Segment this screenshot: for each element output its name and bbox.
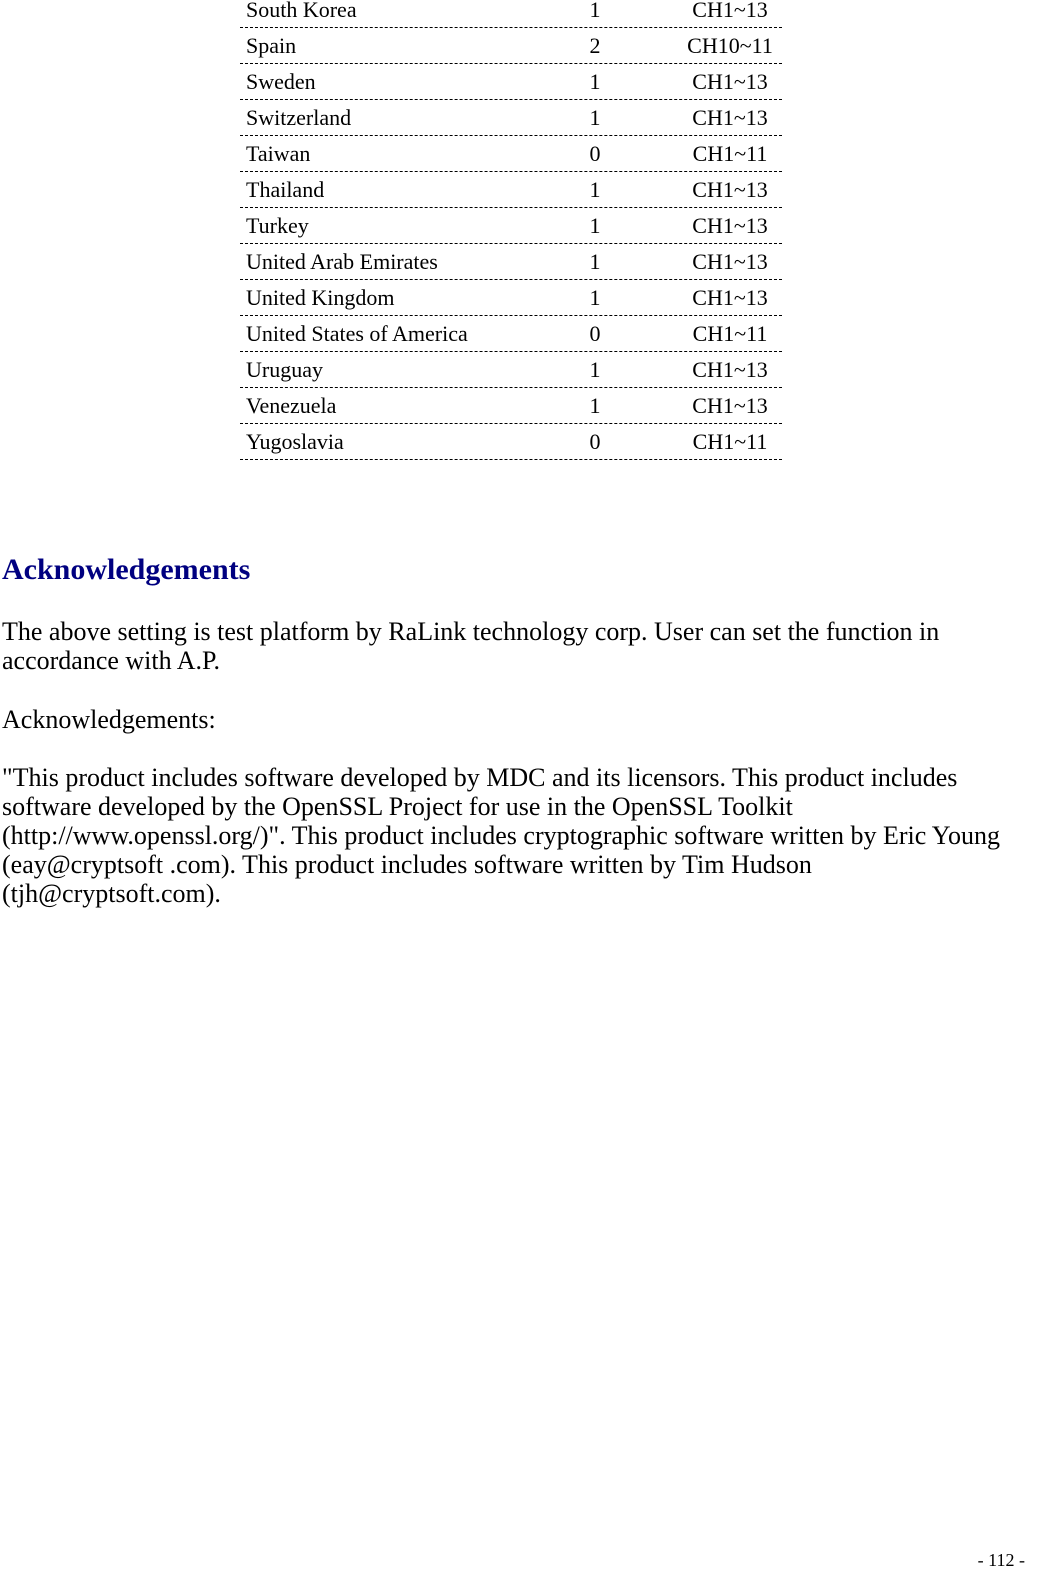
channel-cell: CH1~13 <box>692 213 768 238</box>
table-row <box>240 424 782 460</box>
region-cell: 0 <box>589 429 601 454</box>
table-row <box>240 244 782 280</box>
channel-cell: CH1~13 <box>692 177 768 202</box>
channel-cell: CH1~13 <box>692 285 768 310</box>
region-cell: 1 <box>589 177 601 202</box>
country-cell: Thailand <box>246 177 325 202</box>
channel-cell: CH1~13 <box>692 249 768 274</box>
region-cell: 1 <box>589 393 601 418</box>
region-cell: 1 <box>589 285 601 310</box>
table-row <box>240 100 782 136</box>
table-row <box>240 352 782 388</box>
table-row <box>240 316 782 352</box>
region-cell: 1 <box>589 213 601 238</box>
channel-cell: CH1~11 <box>692 321 768 346</box>
region-cell: 1 <box>589 105 601 130</box>
country-cell: Sweden <box>246 69 316 94</box>
country-cell: Switzerland <box>246 105 352 130</box>
channel-cell: CH10~11 <box>687 33 773 58</box>
channel-cell: CH1~13 <box>692 105 768 130</box>
region-cell: 1 <box>589 69 601 94</box>
region-cell: 2 <box>589 33 601 58</box>
channel-cell: CH1~13 <box>692 357 768 382</box>
channel-cell: CH1~11 <box>692 429 768 454</box>
table-row <box>240 0 782 28</box>
channel-cell: CH1~13 <box>692 0 768 22</box>
country-cell: Venezuela <box>246 393 337 418</box>
table-row <box>240 280 782 316</box>
country-cell: Taiwan <box>246 141 311 166</box>
country-channel-table <box>240 0 782 460</box>
country-cell: Turkey <box>246 213 309 238</box>
channel-cell: CH1~11 <box>692 141 768 166</box>
table-row <box>240 172 782 208</box>
license-paragraph: "This product includes software developed by MDC and its licensors. This product includes software developed by the OpenSSL Project for use in the OpenSSL Toolkit (http://www.openssl.org/)". This product includes cryptographic software written by Eric Young (eay@cryptsoft .com). This product includes software written by Tim Hudson (tjh@cryptsoft.com). <box>2 763 1000 908</box>
country-cell: United Arab Emirates <box>246 249 438 274</box>
table-row <box>240 388 782 424</box>
region-cell: 0 <box>589 321 601 346</box>
region-cell: 1 <box>589 357 601 382</box>
page-number: - 112 - <box>977 1550 1025 1570</box>
channel-cell: CH1~13 <box>692 393 768 418</box>
country-cell: Uruguay <box>246 357 323 382</box>
country-cell: Yugoslavia <box>246 429 344 454</box>
intro-paragraph: The above setting is test platform by RaLink technology corp. User can set the function in accordance with A.P. <box>2 617 940 675</box>
table-row <box>240 208 782 244</box>
region-cell: 0 <box>589 141 601 166</box>
section-heading: Acknowledgements <box>2 553 251 586</box>
table-row <box>240 136 782 172</box>
country-cell: United States of America <box>246 321 468 346</box>
country-cell: United Kingdom <box>246 285 395 310</box>
country-cell: South Korea <box>246 0 357 22</box>
country-cell: Spain <box>246 33 297 58</box>
table-row <box>240 28 782 64</box>
table-row <box>240 64 782 100</box>
acknowledgements-label: Acknowledgements: <box>2 705 216 734</box>
region-cell: 1 <box>589 0 601 22</box>
region-cell: 1 <box>589 249 601 274</box>
channel-cell: CH1~13 <box>692 69 768 94</box>
